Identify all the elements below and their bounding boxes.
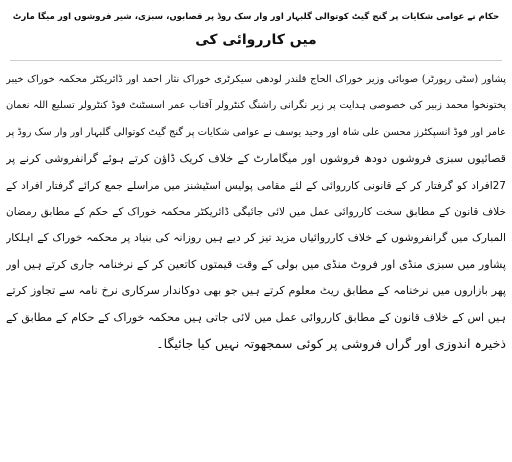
body-line: المبارک میں گرانفروشوں کے خلاف کارروائیاں مزید تیز کر دیے ہیں روزانہ کی بنیاد پر محکمہ خوراک کے اہلکار bbox=[6, 231, 506, 245]
headline-line: حکام نے عوامی شکایات پر گنج گیٹ کوتوالی گلبہار اور وار سک روڈ پر قصابوں، سبزی، شیر فروشوں اور میگا مارٹ bbox=[12, 12, 500, 22]
body-line: خلاف قانون کے مطابق سخت کارروائی عمل میں لائی جائیگی ڈائریکٹر محکمہ خوراک کے حکم کے مطابق رمضان bbox=[6, 206, 506, 219]
body-line: عامر اور فوڈ انسپکٹرز محسن علی شاہ اور وحید یوسف نے عوامی شکایات پر گنج گیٹ کوتوالی گلبہار اور وار سک روڈ پر bbox=[6, 126, 506, 138]
article-body bbox=[6, 67, 506, 357]
body-line: پختونخوا محمد زبیر کی خصوصی ہدایت پر زیر نگرانی راشنگ کنٹرولر آفتاب عمر اسسٹنٹ فوڈ کنٹرولر تسلیع اللہ نعمان bbox=[6, 100, 506, 112]
body-line: پھر بازاروں میں نرخنامہ کے مطابق ریٹ معلوم کرتے ہیں جو بھی دوکاندار سرکاری نرخ نامہ سے تجاوز کرتے bbox=[6, 284, 506, 298]
article-headline bbox=[6, 6, 506, 52]
body-line: 27افراد کو گرفتار کر کے قانونی کارروائی کے لئے مقامی پولیس اسٹیشنز میں مراسلے جمع کرائے گرفتار افراد کے bbox=[6, 179, 506, 192]
body-line: پشاور میں سبزی منڈی اور فروٹ منڈی میں بولی کے وقت قیمتوں کاتعین کر کے نرخنامہ جاری کرتے ہیں اور bbox=[6, 257, 506, 271]
headline-line: میں کارروائی کی bbox=[195, 32, 317, 48]
body-line: قصائیوں سبزی فروشوں دودھ فروشوں اور میگامارٹ کے خلاف کریک ڈاؤن کرتے ہوئے گرانفروشی کرنے پر bbox=[6, 152, 506, 166]
headline-divider bbox=[10, 60, 502, 61]
body-line: ہیں اس کے خلاف قانون کے مطابق کارروائی عمل میں لائی جاتی ہیں محکمہ خوراک کے حکام کے مطابق کے bbox=[6, 310, 506, 324]
body-line: پشاور (سٹی رپورٹر) صوبائی وزیر خوراک الحاج قلندر لودھی سیکرٹری خوراک نثار احمد اور ڈائریکٹر محکمہ خوراک خیبر bbox=[6, 74, 506, 85]
body-line: ذخیرہ اندوزی اور گراں فروشی پر کوئی سمجھوتہ نہیں کیا جائیگا۔ bbox=[156, 336, 506, 352]
